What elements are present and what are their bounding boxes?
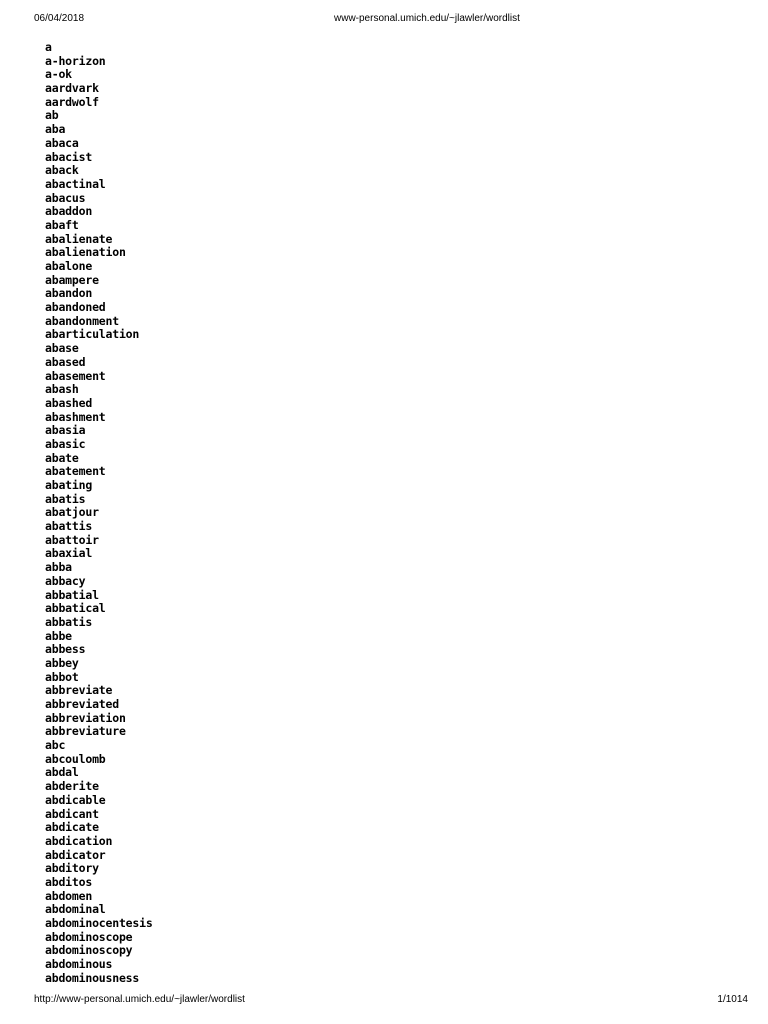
word-entry: abatis xyxy=(45,491,86,506)
word-entry: abdicant xyxy=(45,806,99,821)
word-entry: a-horizon xyxy=(45,53,106,68)
word-entry: abarticulation xyxy=(45,327,140,342)
word-entry: abaddon xyxy=(45,204,93,219)
word-entry: abacus xyxy=(45,190,86,205)
word-entry: a-ok xyxy=(45,67,72,82)
word-entry: abase xyxy=(45,341,79,356)
header-url: www-personal.umich.edu/~jlawler/wordlist xyxy=(334,13,520,24)
word-entry: abacist xyxy=(45,149,93,164)
word-entry: abalienation xyxy=(45,245,126,260)
word-entry: abaxial xyxy=(45,546,93,561)
word-entry: abditory xyxy=(45,861,99,876)
word-entry: abbreviated xyxy=(45,697,119,711)
word-entry: abattoir xyxy=(45,532,99,547)
word-entry: abdominousness xyxy=(45,970,140,985)
footer-url: http://www-personal.umich.edu/~jlawler/wordlist xyxy=(34,994,245,1005)
word-entry: aback xyxy=(45,163,79,178)
word-entry: abdal xyxy=(45,765,79,780)
word-entry: abbatical xyxy=(45,601,106,616)
word-entry: abbatial xyxy=(45,587,99,602)
print-header xyxy=(0,13,768,27)
word-entry: abashed xyxy=(45,395,93,410)
word-entry: abdomen xyxy=(45,888,93,903)
word-entry: abaca xyxy=(45,135,79,150)
word-entry: abashment xyxy=(45,409,106,424)
word-entry: abdicable xyxy=(45,792,106,807)
word-entry: abasement xyxy=(45,368,106,383)
word-entry: abandoned xyxy=(45,300,106,315)
word-entry: abbreviate xyxy=(45,683,113,698)
word-entry: ab xyxy=(45,108,59,123)
word-entry: abbacy xyxy=(45,573,86,588)
word-entry: abandon xyxy=(45,286,93,301)
print-date: 06/04/2018 xyxy=(34,13,85,24)
word-entry: abdominoscope xyxy=(45,929,133,944)
word-entry: abating xyxy=(45,478,93,492)
word-entry: abate xyxy=(45,450,79,465)
word-entry: abattis xyxy=(45,519,93,534)
word-entry: abasic xyxy=(45,436,86,451)
word-entry: aba xyxy=(45,122,66,137)
word-entry: abbreviature xyxy=(45,724,126,739)
page-number: 1/1014 xyxy=(717,994,748,1005)
word-entry: aardvark xyxy=(45,81,99,96)
word-list xyxy=(45,41,153,985)
word-entry: abdominous xyxy=(45,957,113,972)
word-entry: abatement xyxy=(45,464,106,479)
word-entry: abaft xyxy=(45,217,79,232)
print-footer xyxy=(0,994,768,1008)
word-entry: abased xyxy=(45,354,86,369)
word-entry: abatjour xyxy=(45,505,99,520)
word-entry: abalone xyxy=(45,259,93,273)
word-entry: abdication xyxy=(45,833,113,848)
word-entry: abdominocentesis xyxy=(45,916,153,930)
word-entry: abcoulomb xyxy=(45,751,106,766)
word-entry: abdicator xyxy=(45,847,106,862)
word-entry: abbe xyxy=(45,628,72,643)
word-entry: abash xyxy=(45,382,79,397)
word-entry: abbess xyxy=(45,642,86,657)
word-entry: abbey xyxy=(45,655,79,670)
word-entry: abasia xyxy=(45,423,86,438)
word-entry: abbot xyxy=(45,669,79,684)
word-entry: abdominoscopy xyxy=(45,943,133,958)
word-entry: abampere xyxy=(45,272,99,287)
word-entry: abba xyxy=(45,560,72,575)
word-entry: aardwolf xyxy=(45,94,99,109)
word-entry: abditos xyxy=(45,874,93,889)
word-entry: abactinal xyxy=(45,176,106,191)
word-entry: a xyxy=(45,40,52,54)
word-entry: abdominal xyxy=(45,902,106,917)
word-entry: abdicate xyxy=(45,820,99,835)
word-entry: abandonment xyxy=(45,313,119,328)
word-entry: abderite xyxy=(45,779,99,794)
word-entry: abbreviation xyxy=(45,710,126,725)
word-entry: abalienate xyxy=(45,231,113,246)
word-entry: abbatis xyxy=(45,614,93,629)
word-entry: abc xyxy=(45,738,66,753)
